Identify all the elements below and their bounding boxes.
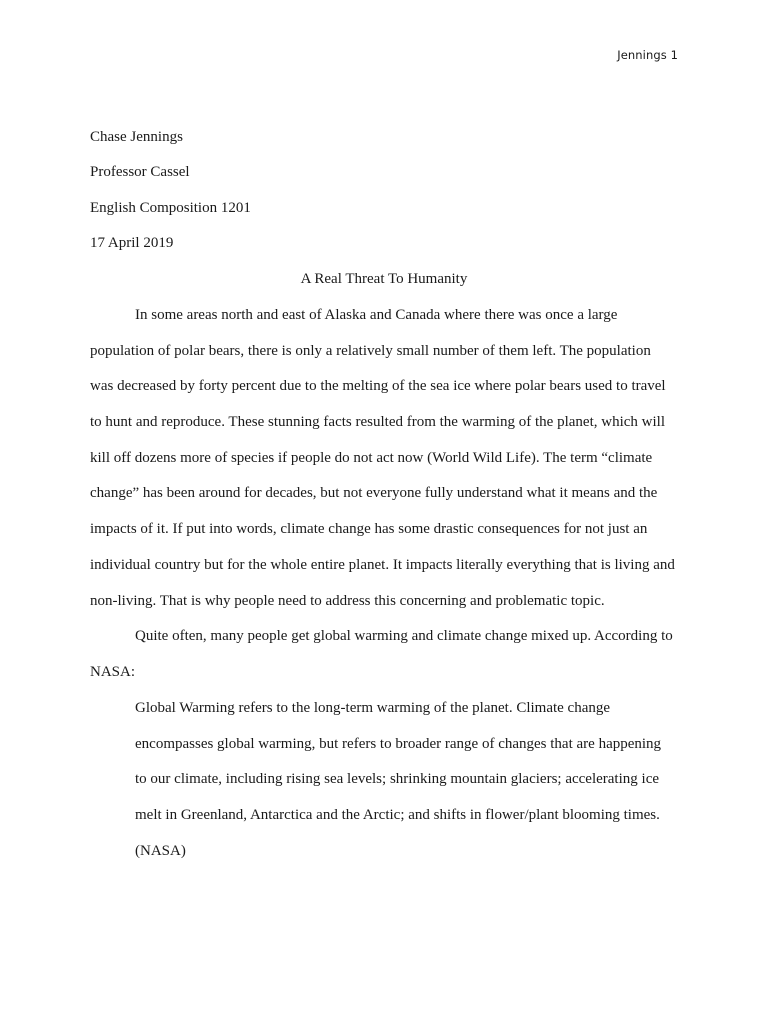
professor-name: Professor Cassel xyxy=(90,164,190,180)
quote-line: melt in Greenland, Antarctica and the Arctic; and shifts in flower/plant blooming times. xyxy=(135,807,660,823)
paragraph-line: non-living. That is why people need to address this concerning and problematic topic. xyxy=(90,593,605,609)
paragraph-line: kill off dozens more of species if people do not act now (World Wild Life). The term “climate xyxy=(90,450,653,466)
course-name: English Composition 1201 xyxy=(90,200,251,216)
date: 17 April 2019 xyxy=(90,235,174,251)
paragraph-line: to hunt and reproduce. These stunning facts resulted from the warming of the planet, which will xyxy=(90,414,665,430)
paragraph-line: change” has been around for decades, but not everyone fully understand what it means and the xyxy=(90,485,658,501)
paragraph-line: was decreased by forty percent due to the melting of the sea ice where polar bears used to travel xyxy=(90,378,666,394)
author-name: Chase Jennings xyxy=(90,129,183,145)
paragraph-line: population of polar bears, there is only a relatively small number of them left. The population xyxy=(90,343,651,359)
quote-citation: (NASA) xyxy=(135,843,186,859)
quote-line: to our climate, including rising sea levels; shrinking mountain glaciers; accelerating ice xyxy=(135,771,660,787)
paragraph-line: In some areas north and east of Alaska and Canada where there was once a large xyxy=(135,307,618,323)
paragraph-line: individual country but for the whole entire planet. It impacts literally everything that is living and xyxy=(90,557,675,573)
paragraph-line: NASA: xyxy=(90,664,136,680)
quote-line: Global Warming refers to the long-term warming of the planet. Climate change xyxy=(135,700,611,716)
essay-title: A Real Threat To Humanity xyxy=(300,271,468,287)
running-head: Jennings 1 xyxy=(617,48,678,62)
paragraph-line: impacts of it. If put into words, climate change has some drastic consequences for not just an xyxy=(90,521,648,537)
quote-line: encompasses global warming, but refers to broader range of changes that are happening xyxy=(135,736,662,752)
paragraph-line: Quite often, many people get global warming and climate change mixed up. According to xyxy=(135,628,673,644)
